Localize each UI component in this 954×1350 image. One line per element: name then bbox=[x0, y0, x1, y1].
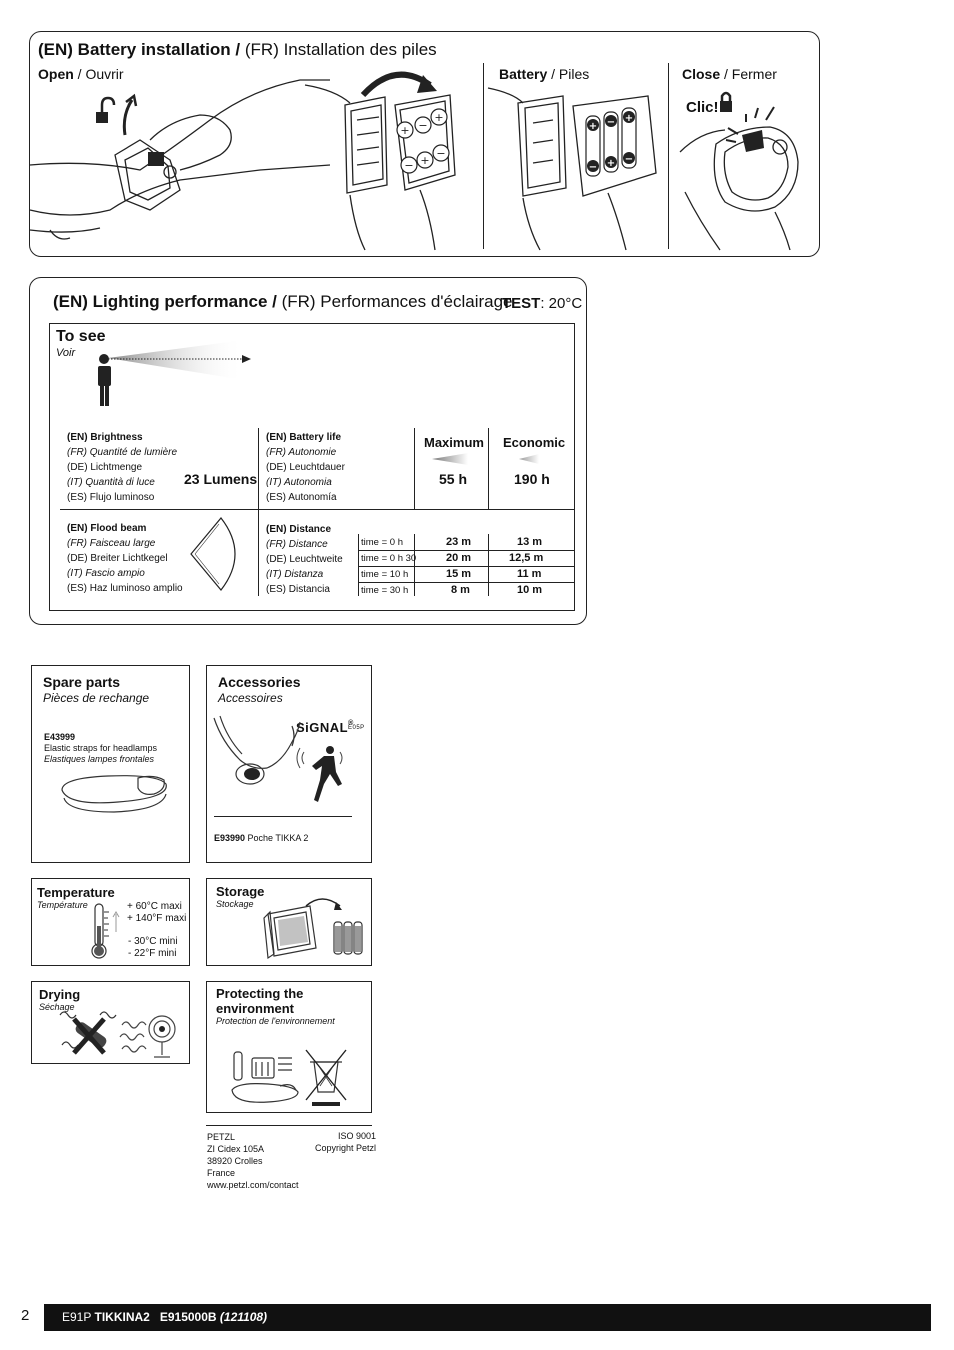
battery-life-es: (ES) Autonomía bbox=[266, 492, 337, 503]
distance-row bbox=[361, 584, 574, 600]
table-col-divider bbox=[258, 428, 259, 596]
svg-text:+: + bbox=[588, 121, 598, 132]
to-see-label: To see bbox=[56, 328, 106, 345]
drying-subtitle: Séchage bbox=[39, 1002, 75, 1012]
environment-subtitle: Protection de l'environnement bbox=[216, 1016, 335, 1026]
open-lamp-illustration bbox=[30, 60, 330, 250]
brightness-de: (DE) Lichtmenge bbox=[67, 462, 143, 473]
distance-max: 23 m bbox=[446, 536, 472, 548]
battery-installation-title bbox=[38, 40, 437, 60]
svg-text:−: − bbox=[588, 162, 598, 173]
battery-life-labels bbox=[266, 430, 345, 505]
batteries-installed-illustration bbox=[488, 78, 668, 250]
signal-logo: SiGNAL® E05P bbox=[296, 720, 365, 735]
distance-row bbox=[361, 552, 574, 568]
distance-max: 8 m bbox=[451, 584, 470, 596]
distance-row bbox=[361, 536, 574, 552]
address-line: PETZL bbox=[207, 1132, 236, 1142]
temp-min-c: - 30°C mini bbox=[128, 936, 178, 947]
open-fr: / Ouvrir bbox=[77, 66, 124, 82]
iso-label: ISO 9001 bbox=[338, 1131, 377, 1141]
flood-it: (IT) Fascio ampio bbox=[67, 568, 145, 579]
thermometer-icon bbox=[90, 902, 124, 960]
distance-es: (ES) Distancia bbox=[266, 584, 330, 595]
battery-en: Battery bbox=[499, 66, 548, 82]
accessory-code: E93990 bbox=[214, 833, 246, 843]
distance-fr: (FR) Distance bbox=[266, 539, 328, 550]
table-col-divider bbox=[488, 428, 489, 510]
clic-label: Clic! bbox=[686, 99, 719, 116]
flood-fr: (FR) Faisceau large bbox=[67, 538, 156, 549]
flood-de: (DE) Breiter Lichtkegel bbox=[67, 553, 168, 564]
unlock-icon bbox=[96, 98, 114, 123]
svg-text:−: − bbox=[404, 159, 414, 172]
lighting-title-fr: (FR) Performances d'éclairage bbox=[281, 292, 513, 311]
distance-eco: 13 m bbox=[517, 536, 543, 548]
address-block bbox=[207, 1131, 299, 1191]
table-col-divider bbox=[358, 534, 359, 596]
distance-de: (DE) Leuchtweite bbox=[266, 554, 343, 565]
elastic-strap-illustration bbox=[58, 768, 170, 818]
voir-label: Voir bbox=[56, 347, 76, 359]
distance-eco: 11 m bbox=[517, 568, 542, 580]
eco-beam-icon bbox=[517, 454, 541, 464]
temp-min-f: - 22°F mini bbox=[128, 948, 177, 959]
spare-parts-title: Spare parts bbox=[43, 674, 121, 690]
copyright-label: Copyright Petzl bbox=[315, 1143, 377, 1153]
battery-life-en: (EN) Battery life bbox=[266, 432, 342, 443]
headlamp-with-pouch-illustration bbox=[212, 712, 365, 812]
temperature-subtitle: Température bbox=[37, 900, 88, 910]
distance-time: time = 10 h bbox=[361, 569, 409, 580]
svg-text:−: − bbox=[624, 154, 634, 165]
address-divider bbox=[206, 1125, 372, 1126]
battery-title-en: (EN) Battery installation / bbox=[38, 40, 241, 59]
spare-part-code: E43999 bbox=[44, 732, 76, 742]
maximum-header: Maximum bbox=[424, 435, 484, 450]
battery-title-fr: (FR) Installation des piles bbox=[244, 40, 437, 59]
lumens-value: 23 Lumens bbox=[184, 471, 258, 487]
svg-text:−: − bbox=[606, 117, 616, 128]
battery-life-de: (DE) Leuchtdauer bbox=[266, 462, 345, 473]
distance-max: 15 m bbox=[446, 568, 472, 580]
close-label bbox=[682, 66, 777, 82]
brightness-en: (EN) Brightness bbox=[67, 432, 143, 443]
economic-header: Economic bbox=[503, 435, 566, 450]
storage-title: Storage bbox=[216, 884, 265, 899]
brightness-es: (ES) Flujo luminoso bbox=[67, 492, 155, 503]
footer-product: TIKKINA2 bbox=[94, 1310, 150, 1324]
flood-beam-icon bbox=[189, 516, 243, 592]
svg-text:+: + bbox=[606, 158, 616, 169]
battery-life-fr: (FR) Autonomie bbox=[266, 447, 337, 458]
svg-text:+: + bbox=[400, 124, 410, 137]
divider bbox=[483, 63, 484, 249]
brightness-fr: (FR) Quantité de lumière bbox=[67, 447, 178, 458]
footer-ref-prefix: E91P bbox=[62, 1310, 92, 1324]
test-temperature bbox=[502, 295, 582, 312]
signal-code: E05P bbox=[348, 725, 365, 731]
table-row-divider bbox=[60, 509, 574, 510]
address-line: France bbox=[207, 1168, 236, 1178]
signal-text: SiGNAL bbox=[296, 720, 349, 735]
battery-fr: / Piles bbox=[551, 66, 590, 82]
storage-illustration bbox=[260, 892, 370, 960]
address-line: ZI Cidex 105A bbox=[207, 1144, 265, 1154]
distance-eco: 10 m bbox=[517, 584, 543, 596]
accessories-subtitle: Accessoires bbox=[218, 691, 283, 705]
svg-text:+: + bbox=[624, 113, 634, 124]
table-col-divider bbox=[414, 428, 415, 510]
svg-text:−: − bbox=[436, 147, 446, 160]
footer-doc-date: (121108) bbox=[219, 1310, 268, 1324]
storage-subtitle: Stockage bbox=[216, 899, 254, 909]
distance-row bbox=[361, 568, 574, 584]
spare-part-desc-fr: Elastiques lampes frontales bbox=[44, 754, 155, 764]
eco-hours: 190 h bbox=[514, 471, 550, 487]
svg-text:+: + bbox=[420, 154, 430, 167]
address-url: www.petzl.com/contact bbox=[207, 1180, 299, 1190]
drying-title: Drying bbox=[39, 987, 81, 1002]
battery-compartment-open bbox=[305, 65, 480, 250]
temp-max-f: + 140°F maxi bbox=[127, 913, 187, 924]
accessory-desc: Poche TIKKA 2 bbox=[247, 833, 309, 843]
test-label: TEST bbox=[502, 295, 541, 312]
flood-beam-labels bbox=[67, 521, 183, 596]
lighting-title-en: (EN) Lighting performance / bbox=[53, 292, 277, 311]
divider bbox=[668, 63, 669, 249]
person-beam-icon bbox=[94, 340, 254, 410]
flood-es: (ES) Haz luminoso amplio bbox=[67, 583, 183, 594]
address-line: 38920 Crolles bbox=[207, 1156, 263, 1166]
max-beam-icon bbox=[430, 453, 470, 465]
distance-max: 20 m bbox=[446, 552, 472, 564]
lock-icon bbox=[720, 93, 732, 112]
runner-icon bbox=[312, 746, 342, 802]
accessory-item bbox=[214, 833, 308, 843]
accessories-divider bbox=[214, 816, 352, 817]
close-en: Close bbox=[682, 66, 721, 82]
lighting-title bbox=[53, 292, 513, 312]
recycling-illustration bbox=[228, 1048, 354, 1108]
flood-en: (EN) Flood beam bbox=[67, 523, 147, 534]
temp-max-c: + 60°C maxi bbox=[127, 901, 182, 912]
svg-text:−: − bbox=[418, 119, 428, 132]
accessories-title: Accessories bbox=[218, 674, 301, 690]
svg-text:+: + bbox=[434, 111, 444, 124]
drying-illustration bbox=[56, 1005, 186, 1061]
close-lamp-illustration bbox=[680, 92, 818, 250]
distance-time: time = 0 h 30 bbox=[361, 553, 417, 564]
footer-bar bbox=[44, 1304, 931, 1331]
spare-part-desc-en: Elastic straps for headlamps bbox=[44, 743, 158, 753]
distance-time: time = 30 h bbox=[361, 585, 409, 596]
distance-eco: 12,5 m bbox=[509, 552, 544, 564]
battery-life-it: (IT) Autonomia bbox=[266, 477, 332, 488]
brightness-labels bbox=[67, 430, 177, 505]
test-value: : 20°C bbox=[540, 295, 583, 312]
distance-time: time = 0 h bbox=[361, 537, 403, 548]
footer-doc-code: E915000B bbox=[159, 1310, 217, 1324]
spare-parts-subtitle: Pièces de rechange bbox=[43, 691, 150, 705]
distance-labels bbox=[266, 522, 343, 597]
temperature-title: Temperature bbox=[37, 885, 115, 900]
footer-ref bbox=[62, 1310, 267, 1324]
environment-title-1: Protecting the bbox=[216, 986, 304, 1001]
distance-it: (IT) Distanza bbox=[266, 569, 324, 580]
page-number: 2 bbox=[21, 1307, 30, 1324]
distance-en: (EN) Distance bbox=[266, 524, 332, 535]
brightness-it: (IT) Quantità di luce bbox=[67, 477, 155, 488]
max-hours: 55 h bbox=[439, 471, 468, 487]
close-fr: / Fermer bbox=[724, 66, 777, 82]
open-en: Open bbox=[38, 66, 74, 82]
environment-title-2: environment bbox=[216, 1001, 295, 1016]
